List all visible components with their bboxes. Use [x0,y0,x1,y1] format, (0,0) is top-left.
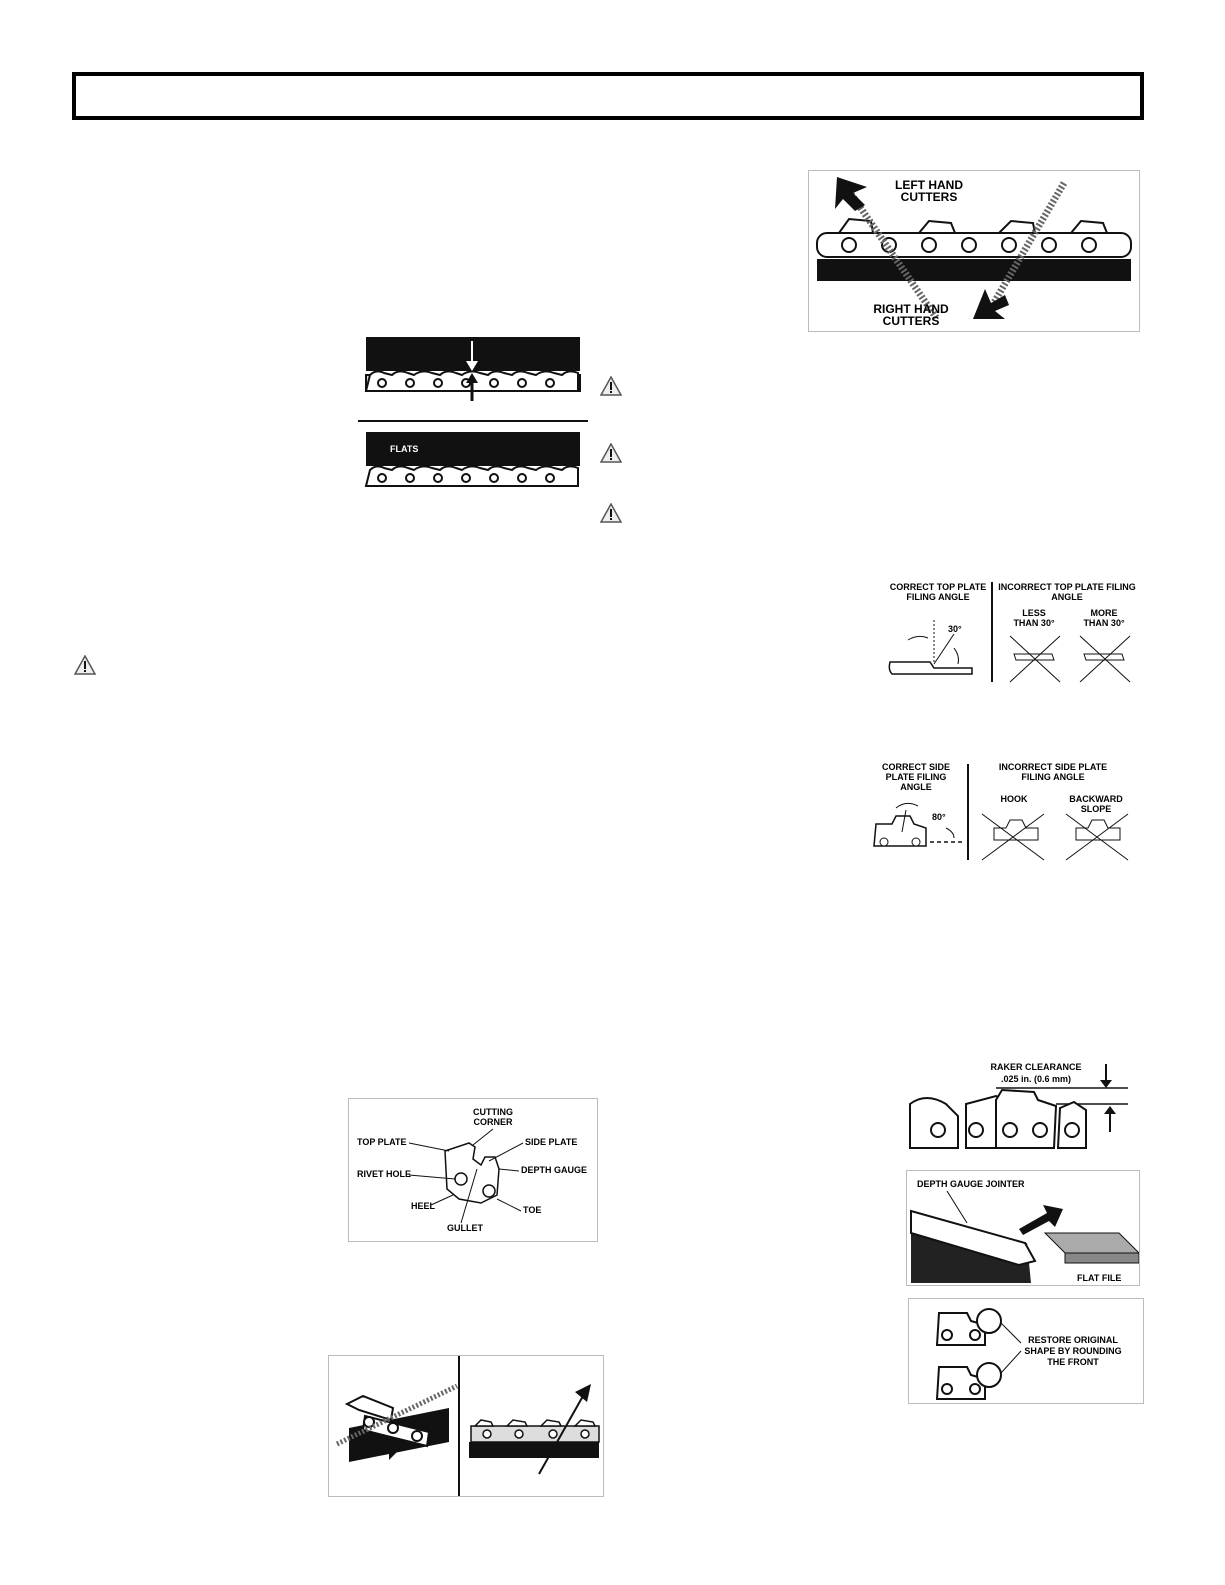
raker-clearance-figure [906,1056,1138,1160]
rivet-hole-label: RIVET HOLE [357,1169,412,1179]
side-angle-label: 80° [932,812,946,822]
flat-file-label: FLAT FILE [1077,1273,1122,1283]
warning-icon [74,655,96,675]
cutting-corner-label-1: CUTTING [473,1107,513,1117]
restore-label-3: THE FRONT [1047,1357,1099,1367]
top-plate-label: TOP PLATE [357,1137,407,1147]
depth-gauge-jointer-figure [906,1170,1140,1286]
top-correct-label-2: FILING ANGLE [906,592,970,602]
chain-clearance-figure [362,335,590,403]
jointer-label: DEPTH GAUGE JOINTER [917,1179,1025,1189]
less-label-1: LESS [1022,608,1046,618]
warning-icon [600,503,622,523]
top-angle-label: 30° [948,624,962,634]
side-correct-label-3: ANGLE [900,782,932,792]
flats-figure [362,430,590,498]
restore-shape-figure [908,1298,1144,1404]
flats-label: FLATS [390,444,419,454]
filing-chain-figure [328,1355,604,1497]
header-box [72,72,1144,120]
side-plate-angle-figure [866,762,1142,862]
hand-cutters-figure [808,170,1140,332]
side-correct-label-1: CORRECT SIDE [881,762,951,772]
side-incorrect-label-1: INCORRECT SIDE PLATE [998,762,1108,772]
warning-icon [600,443,622,463]
left-hand-label-1: LEFT HAND [895,178,963,192]
warning-icon [600,376,622,396]
heel-label: HEEL [411,1201,436,1211]
right-hand-label-2: CUTTERS [882,314,940,328]
raker-label-1: RAKER CLEARANCE [990,1062,1082,1072]
hook-label: HOOK [1000,794,1028,804]
cutting-corner-label-2: CORNER [473,1117,513,1127]
top-incorrect-label-1: INCORRECT TOP PLATE FILING [998,582,1136,592]
right-hand-label-1: RIGHT HAND [873,302,949,316]
more-label-2: THAN 30° [1083,618,1125,628]
restore-label-2: SHAPE BY ROUNDING [1024,1346,1122,1356]
backward-label-1: BACKWARD [1069,794,1123,804]
toe-label: TOE [523,1205,542,1215]
top-incorrect-label-2: ANGLE [1051,592,1083,602]
cutter-parts-figure [348,1098,598,1242]
raker-label-2: .025 in. (0.6 mm) [1000,1074,1072,1084]
backward-label-2: SLOPE [1080,804,1112,814]
top-plate-angle-figure [882,578,1140,686]
divider-line [358,420,588,422]
side-incorrect-label-2: FILING ANGLE [1021,772,1085,782]
depth-gauge-label: DEPTH GAUGE [521,1165,588,1175]
restore-label-1: RESTORE ORIGINAL [1028,1335,1118,1345]
less-label-2: THAN 30° [1013,618,1055,628]
top-correct-label-1: CORRECT TOP PLATE [889,582,987,592]
side-correct-label-2: PLATE FILING [885,772,947,782]
left-hand-label-2: CUTTERS [900,190,958,204]
side-plate-label: SIDE PLATE [525,1137,578,1147]
gullet-label: GULLET [447,1223,483,1233]
more-label-1: MORE [1090,608,1118,618]
